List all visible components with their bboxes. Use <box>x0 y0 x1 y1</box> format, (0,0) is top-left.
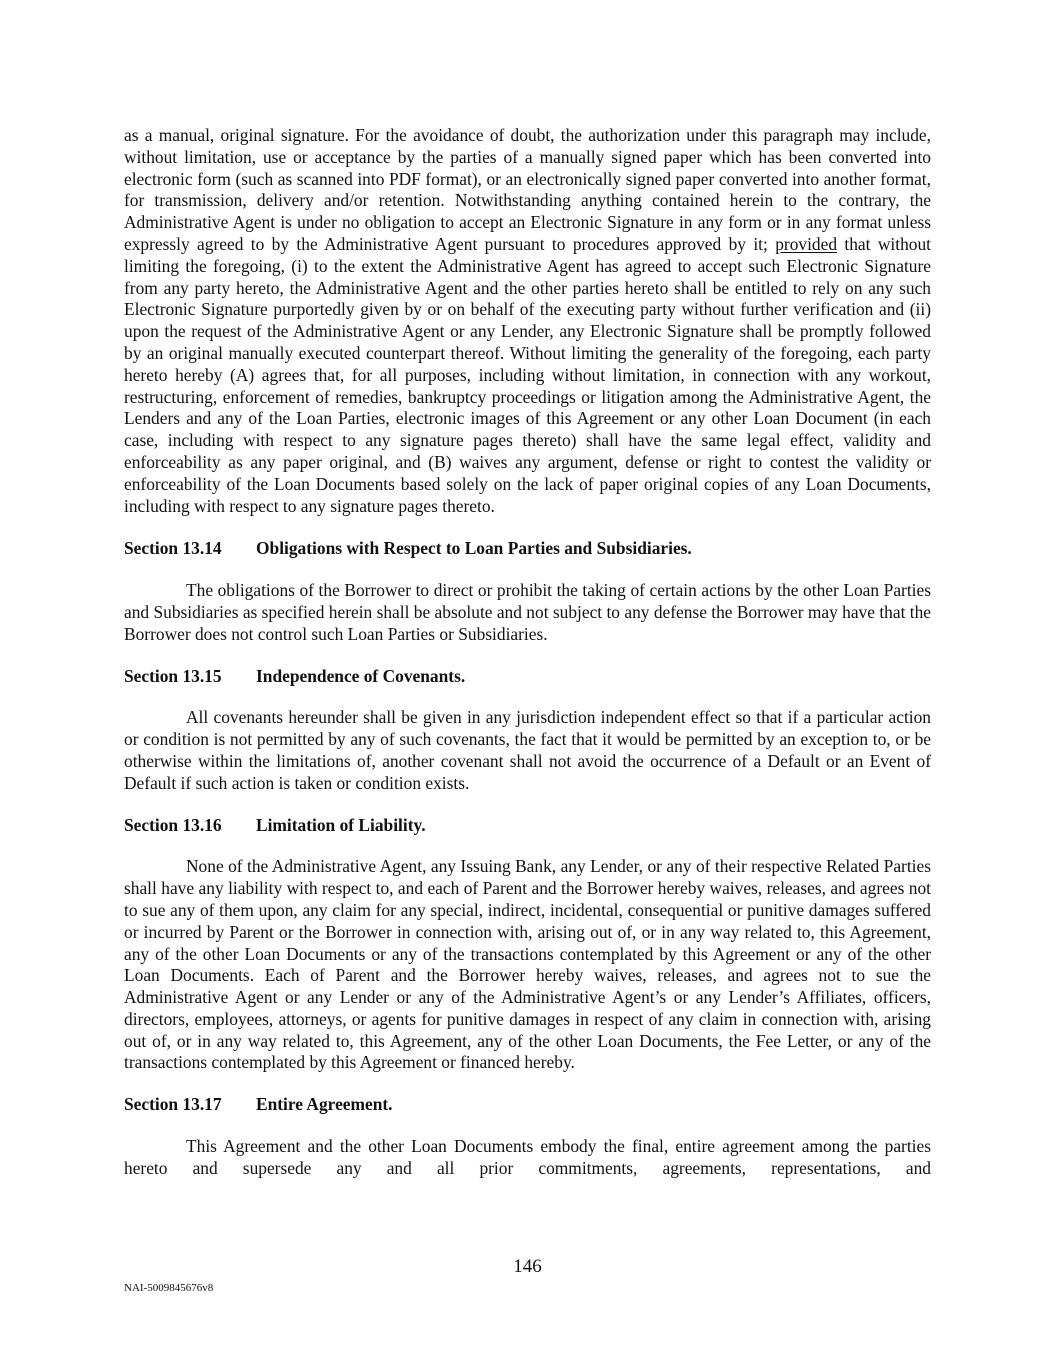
section-body-13-17: This Agreement and the other Loan Documents embody the final, entire agreement among the parties hereto and supersede any and all prior commitments, agreements, representations, and <box>124 1136 931 1178</box>
page-number: 146 <box>513 1256 542 1277</box>
provided-term: provided <box>775 233 838 254</box>
section-title: Limitation of Liability. <box>256 814 426 835</box>
section-number: Section 13.14 <box>124 538 222 559</box>
section-number: Section 13.17 <box>124 1094 222 1115</box>
continued-paragraph-part2: that without limiting the foregoing, (i) to the extent the Administrative Agent has agreed to accept such Electronic Signature from any party hereto, the Administrative Agent and the other parties hereto shall be entitled to rely on any such Electronic Signature purportedly given by or on behalf of the executing party without further verification and (ii) upon the request of the Administrative Agent or any Lender, any Electronic Signature shall be promptly followed by an original manually executed counterpart thereof. Without limiting the generality of the foregoing, each party hereto hereby (A) agrees that, for all purposes, including without limitation, in connection with any workout, restructuring, enforcement of remedies, bankruptcy proceedings or litigation among the Administrative Agent, the Lenders and any of the Loan Parties, electronic images of this Agreement or any other Loan Document (in each case, including with respect to any signature pages thereto) shall have the same legal effect, validity and enforceability as any paper original, and (B) waives any argument, defense or right to contest the validity or enforceability of the Loan Documents based solely on the lack of paper original copies of any Loan Documents, including with respect to any signature pages thereto. <box>124 233 931 516</box>
section-number: Section 13.15 <box>124 665 222 686</box>
continued-paragraph-part1: as a manual, original signature. For the avoidance of doubt, the authorization under this paragraph may include, without limitation, use or acceptance by the parties of a manually signed paper which has been converted into electronic form (such as scanned into PDF format), or an electronically signed paper converted into another format, for transmission, delivery and/or retention. Notwithstanding anything contained herein to the contrary, the Administrative Agent is under no obligation to accept an Electronic Signature in any form or in any format unless expressly agreed to by the Administrative Agent pursuant to procedures approved by it; <box>124 125 931 254</box>
section-title: Obligations with Respect to Loan Parties and Subsidiaries. <box>256 538 692 559</box>
section-heading-13-15 <box>124 666 931 688</box>
section-title: Entire Agreement. <box>256 1094 393 1115</box>
section-heading-13-16 <box>124 815 931 837</box>
section-title: Independence of Covenants. <box>256 665 466 686</box>
section-body-13-16: None of the Administrative Agent, any Issuing Bank, any Lender, or any of their respective Related Parties shall have any liability with respect to, and each of Parent and the Borrower hereby waives, releases, and agrees not to sue any of them upon, any claim for any special, indirect, incidental, consequential or punitive damages suffered or incurred by Parent or the Borrower in connection with, arising out of, or in any way related to, this Agreement, any of the other Loan Documents or any of the transactions contemplated by this Agreement or any of the other Loan Documents. Each of Parent and the Borrower hereby waives, releases, and agrees not to sue the Administrative Agent or any Lender or any of the Administrative Agent’s or any Lender’s Affiliates, officers, directors, employees, attorneys, or agents for punitive damages in respect of any claim in connection with, arising out of, or in any way related to, this Agreement, any of the other Loan Documents, the Fee Letter, or any of the transactions contemplated by this Agreement or financed hereby. <box>124 856 931 1073</box>
section-body-13-15: All covenants hereunder shall be given in any jurisdiction independent effect so that if a particular action or condition is not permitted by any of such covenants, the fact that it would be permitted by an exception to, or be otherwise within the limitations of, another covenant shall not avoid the occurrence of a Default or an Event of Default if such action is taken or condition exists. <box>124 707 931 793</box>
section-heading-13-17 <box>124 1094 931 1116</box>
section-number: Section 13.16 <box>124 814 222 835</box>
document-page <box>124 125 931 1180</box>
section-body-13-14: The obligations of the Borrower to direct or prohibit the taking of certain actions by the other Loan Parties and Subsidiaries as specified herein shall be absolute and not subject to any defense the Borrower may have that the Borrower does not control such Loan Parties or Subsidiaries. <box>124 580 931 644</box>
section-heading-13-14 <box>124 538 931 560</box>
continued-paragraph <box>124 125 931 517</box>
document-id: NAI-5009845676v8 <box>124 1282 214 1294</box>
